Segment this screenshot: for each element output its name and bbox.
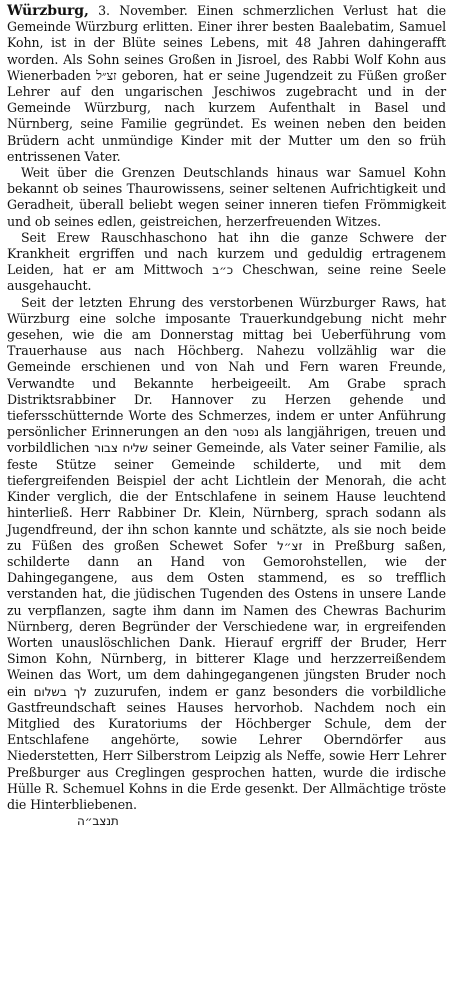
paragraph-3 [7, 230, 446, 295]
paragraph-4-hebrew-4: לך בשלום [33, 684, 87, 699]
dateline-date: 3. November. [98, 3, 188, 18]
paragraph-4-text-d: in Preßburg saßen, schilderte dann an Hand von Gemorohstellen, wie der Dahingegangene, aus dem Osten stammend, es so trefflich verstanden hat, die jüdischen Tugenden des Ostens in unsere Lande zu verpflanzen, sagte ihm dann im Namen des Chewras Bachurim Nürnberg, deren Begründer der Verschiedene war, in ergreifenden Worten unauslöschlichen Dank. Hierauf ergriff der Bruder, Herr Simon Kohn, Nürnberg, in bitterer Klage und herzzerreißendem Weinen das Wort, um dem dahingegangenen jüngsten Bruder noch ein [7, 537, 447, 699]
paragraph-4-text-a: Seit der letzten Ehrung des verstorbenen Würzburger Raws, hat Würzburg eine solche imposante Trauerkundgebung nicht mehr gesehen, wie die am Donnerstag mittag bei Ueberführung vom Trauerhause aus nach Höchberg. Nahezu vollzählig war die Gemeinde erschienen und von Nah und Fern waren Freunde, Verwandte und Bekannte herbeigeeilt. Am Grabe sprach Distriktsrabbiner Dr. Hannover zu Herzen gehende und tiefersschütternde Worte des Schmerzes, indem er unter Anführung persönlicher Erinnerungen an den [7, 294, 446, 440]
paragraph-4-text-c: seiner Gemeinde, als Vater seiner Familie, als feste Stütze seiner Gemeinde schilderte, und mit dem tiefergreifenden Beispiel der acht Lichtlein der Menorah, die acht Kinder verglich, die der Entschlafene in seinem Hause leuchtend hinterließ. Herr Rabbiner Dr. Klein, Nürnberg, sprach sodann als Jugendfreund, der ihn schon kannte und schätzte, als sie noch beide zu Füßen des großen Schewet Sofer [7, 440, 446, 553]
paragraph-4-hebrew-1: נפטר [232, 425, 260, 440]
paragraph-4 [7, 295, 446, 814]
paragraph-4-hebrew-3: זצ״ל [277, 538, 303, 553]
paragraph-3-text-b: Cheschwan, seine reine Seele ausgehaucht. [7, 262, 447, 294]
dateline-place: Würzburg, [7, 3, 89, 19]
paragraph-4-text-b: als langjährigen, treuen und vorbildlichen [7, 424, 446, 456]
closing-abbreviation: תנצב״ה [77, 814, 119, 829]
paragraph-4-text-e: zuzurufen, indem er ganz besonders die vorbildliche Gastfreundschaft seines Hauses hervorhob. Nachdem noch ein Mitglied des Kuratoriums der Höchberger Schule, dem der Entschlafene angehörte, sowie Lehrer Oberndörfer aus Niederstetten, Herr Silberstrom Leipzig als Neffe, sowie Herr Lehrer Preßburger aus Creglingen gesprochen hatten, wurde die irdische Hülle R. Schemuel Kohns in die Erde gesenkt. Der Allmächtige tröste die Hinterbliebenen. [7, 683, 447, 812]
paragraph-2-text: Weit über die Grenzen Deutschlands hinaus war Samuel Kohn bekannt ob seines Thaurowissens, seiner seltenen Aufrichtigkeit und Geradheit, überall beliebt wegen seiner inneren tiefen Frömmigkeit und ob seines edlen, geistreichen, herzerfreuenden Witzes. [7, 165, 446, 229]
paragraph-4-hebrew-2: שליח צבור [94, 441, 148, 456]
paragraph-2 [7, 165, 446, 230]
paragraph-3-hebrew-date: כ״ב [212, 263, 234, 278]
paragraph-1-text: Einen schmerzlichen Verlust hat die Gemeinde Würzburg erlitten. Einer ihrer besten Baalebatim, Samuel Kohn, ist in der Blüte seines Lebens, mit 48 Jahren dahingerafft worden. Als Sohn seines Großen in Jisroel, des Rabbi Wolf Kohn aus Wienerbaden זצ״ל geboren, hat er seine Jugendzeit zu Füßen großer Lehrer auf den ungarischen Jeschiwos zugebracht und in der Gemeinde Würzburg, nach kurzem Aufenthalt in Basel und Nürnberg, seine Familie gegründet. Es weinen neben den beiden Brüdern acht unmündige Kinder mit der Mutter um den so früh entrissenen Vater. [7, 3, 447, 164]
paragraph-3-text-a: Seit Erew Rauschhaschono hat ihn die ganze Schwere der Krankheit ergriffen und nach kurzem und geduldig ertragenem Leiden, hat er am Mittwoch [7, 229, 446, 278]
paragraph-1 [7, 3, 446, 165]
